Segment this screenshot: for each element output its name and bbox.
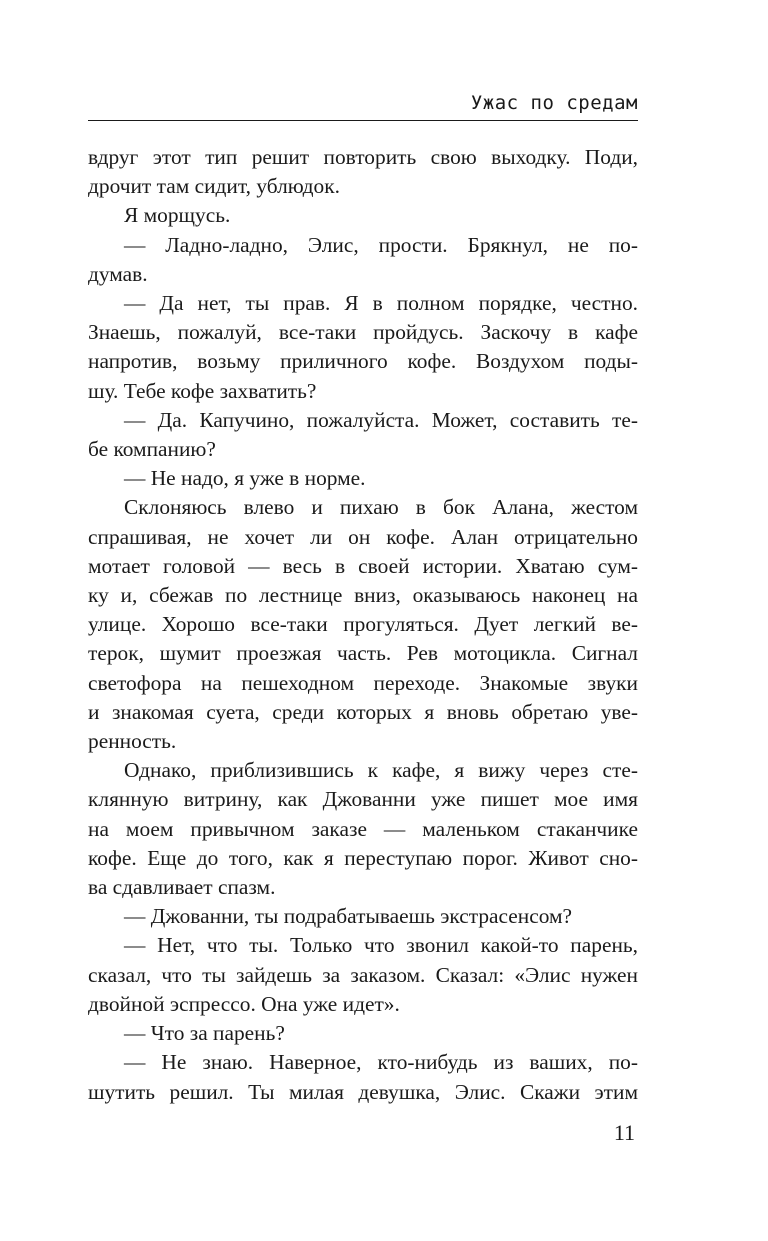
text-line: — Ладно-ладно, Элис, прости. Брякнул, не по- (124, 232, 638, 257)
text-line: напротив, возьму приличного кофе. Воздухом поды- (88, 349, 638, 374)
text-line: ва сдавливает спазм. (88, 875, 276, 900)
text-line: — Не надо, я уже в норме. (124, 466, 366, 491)
text-line: мотает головой — весь в своей истории. Хватаю сум- (88, 553, 638, 578)
text-line: — Да. Капучино, пожалуйста. Может, составить те- (124, 407, 638, 432)
text-line: и знакомая суета, среди которых я вновь обретаю уве- (88, 699, 638, 724)
page-number: 11 (613, 1120, 635, 1145)
text-line: светофора на пешеходном переходе. Знакомые звуки (88, 670, 638, 695)
text-line: двойной эспрессо. Она уже идет». (88, 991, 400, 1016)
text-line: думав. (88, 261, 148, 286)
text-line: шу. Тебе кофе захватить? (88, 378, 317, 403)
text-line: на моем привычном заказе — маленьком стаканчике (88, 816, 638, 841)
text-line: Я морщусь. (124, 203, 231, 228)
text-line: улице. Хорошо все-таки прогуляться. Дует легкий ве- (88, 612, 638, 637)
text-line: — Нет, что ты. Только что звонил какой-то парень, (124, 933, 638, 958)
text-line: — Джованни, ты подрабатываешь экстрасенсом? (124, 904, 573, 929)
text-line: Знаешь, пожалуй, все-таки пройдусь. Заскочу в кафе (88, 320, 638, 345)
running-header (88, 90, 638, 121)
book-title: Ужас по средам (470, 92, 638, 114)
page-body (88, 143, 638, 1107)
text-line: терок, шумит проезжая часть. Рев мотоцикла. Сигнал (88, 641, 638, 666)
text-line: кофе. Еще до того, как я переступаю порог. Живот сно- (88, 845, 638, 870)
text-line: вдруг этот тип решит повторить свою выходку. Поди, (88, 145, 638, 169)
text-line: спрашивая, не хочет ли он кофе. Алан отрицательно (88, 524, 638, 549)
text-line: сказал, что ты зайдешь за заказом. Сказал: «Элис нужен (88, 962, 638, 987)
text-line: Склоняюсь влево и пихаю в бок Алана, жестом (124, 495, 638, 520)
text-line: — Не знаю. Наверное, кто-нибудь из ваших, по- (124, 1050, 638, 1075)
text-line: дрочит там сидит, ублюдок. (88, 174, 340, 199)
text-line: шутить решил. Ты милая девушка, Элис. Скажи этим (88, 1079, 638, 1104)
text-line: бе компанию? (88, 437, 216, 462)
text-line: — Да нет, ты прав. Я в полном порядке, честно. (124, 291, 638, 316)
text-line: — Что за парень? (124, 1021, 285, 1046)
text-line: клянную витрину, как Джованни уже пишет мое имя (88, 787, 638, 812)
text-line: ку и, сбежав по лестнице вниз, оказываюсь наконец на (88, 583, 638, 608)
text-line: Однако, приблизившись к кафе, я вижу через сте- (124, 758, 638, 783)
text-line: ренность. (88, 729, 177, 754)
